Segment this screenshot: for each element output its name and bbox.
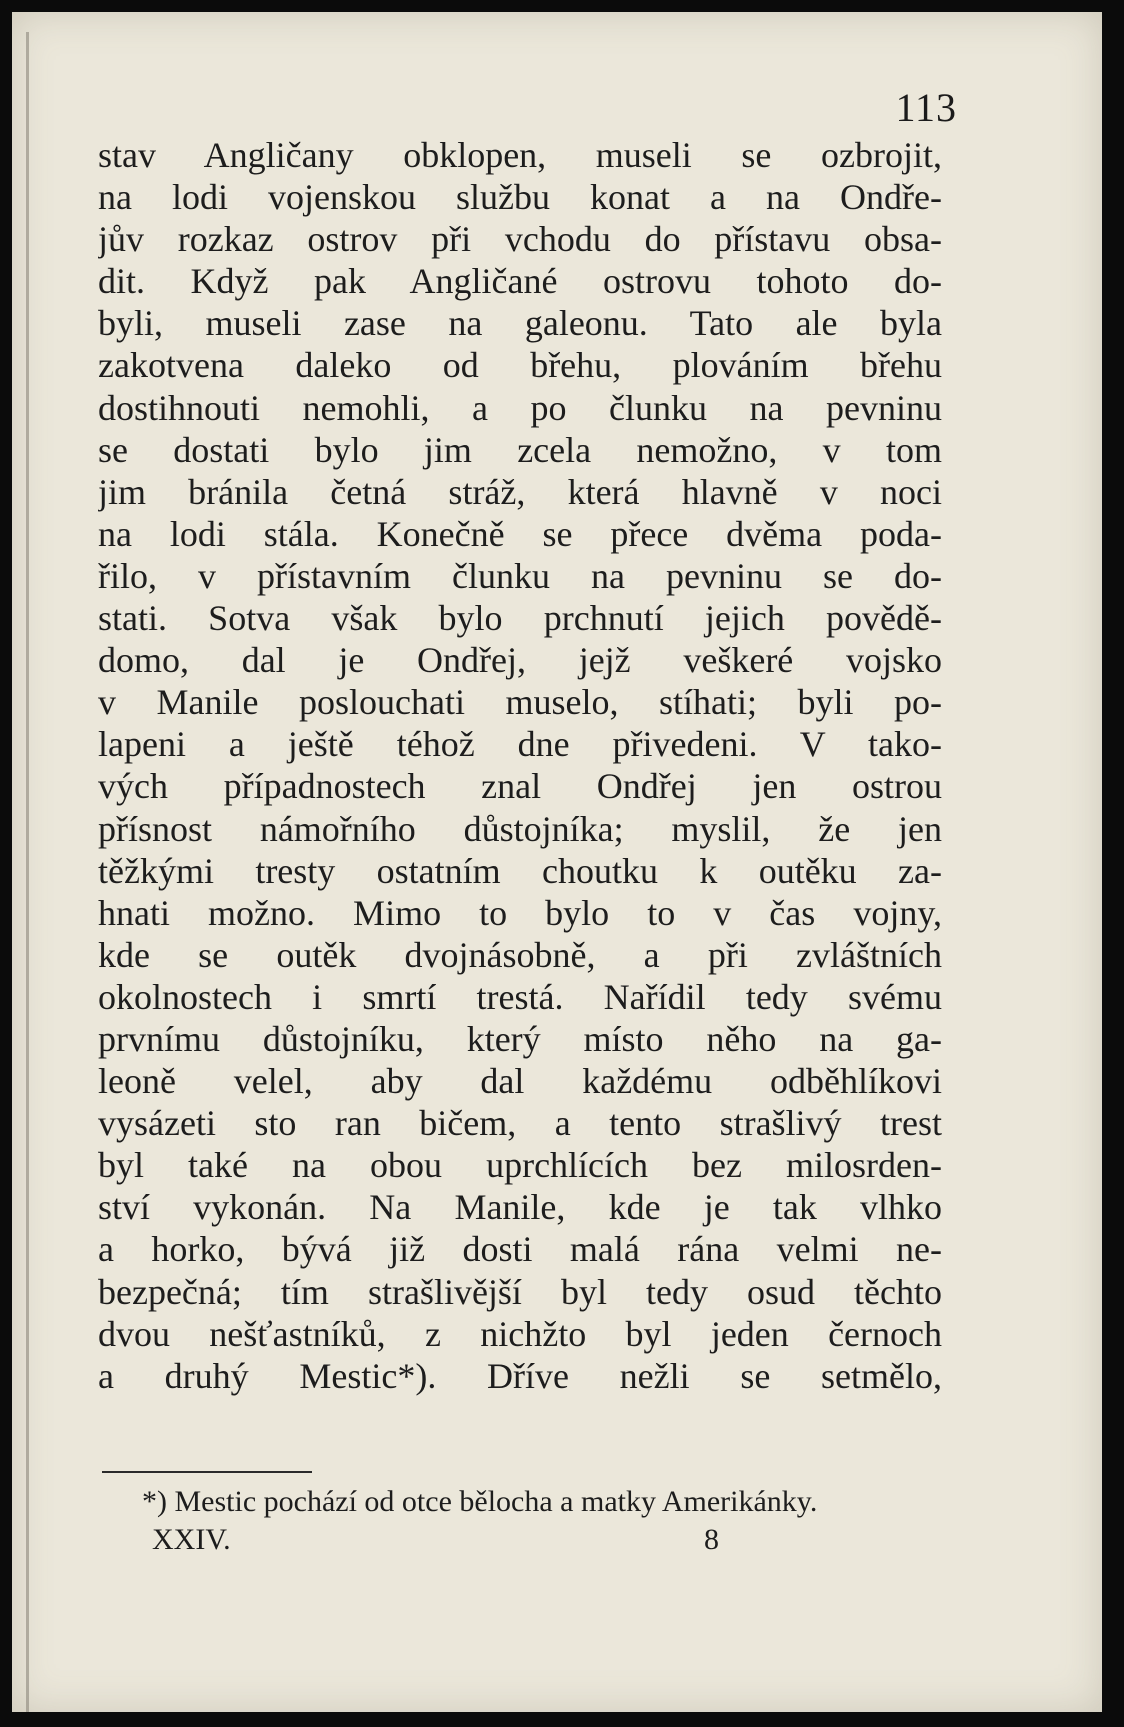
footnote: *) Mestic pochází od otce bělocha a matky Amerikánky.	[142, 1485, 818, 1518]
signature-mark: XXIV.	[152, 1523, 231, 1556]
signature-number: 8	[704, 1523, 719, 1556]
text-line: jim bránila četná stráž, která hlavně v noci	[98, 471, 942, 512]
text-line: se dostati bylo jim zcela nemožno, v tom	[98, 429, 942, 470]
text-line: na lodi vojenskou službu konat a na Ondře-	[98, 177, 942, 218]
text-line: stati. Sotva však bylo prchnutí jejich povědě-	[98, 598, 942, 639]
text-line: přísnost námořního důstojníka; myslil, že jen	[98, 808, 942, 849]
text-line: leoně velel, aby dal každému odběhlíkovi	[98, 1061, 942, 1102]
page-edge-shadow	[26, 32, 29, 1712]
text-line: byl také na obou uprchlících bez milosrden-	[98, 1145, 942, 1186]
text-line: dit. Když pak Angličané ostrovu tohoto do-	[98, 261, 942, 302]
text-line: dostihnouti nemohli, a po člunku na pevninu	[98, 387, 942, 428]
text-line: dvou nešťastníků, z nichžto byl jeden černoch	[98, 1313, 942, 1354]
book-page	[12, 12, 1102, 1712]
text-line: lapeni a ještě téhož dne přivedeni. V tako-	[98, 724, 942, 765]
text-line: zakotvena daleko od břehu, plováním břehu	[98, 345, 942, 386]
text-line: ství vykonán. Na Manile, kde je tak vlhko	[98, 1187, 942, 1228]
text-line: prvnímu důstojníku, který místo něho na ga-	[98, 1018, 942, 1059]
body-text	[98, 134, 942, 1397]
text-line: byli, museli zase na galeonu. Tato ale byla	[98, 303, 942, 344]
text-line: a druhý Mestic*). Dříve nežli se setmělo,	[98, 1355, 942, 1396]
text-line: vých případnostech znal Ondřej jen ostrou	[98, 766, 942, 807]
text-line: domo, dal je Ondřej, jejž veškeré vojsko	[98, 640, 942, 681]
text-line: řilo, v přístavním člunku na pevninu se do-	[98, 555, 942, 596]
text-line: těžkými tresty ostatním choutku k outěku za-	[98, 850, 942, 891]
text-line: okolnostech i smrtí trestá. Nařídil tedy svému	[98, 976, 942, 1017]
text-line: a horko, bývá již dosti malá rána velmi ne-	[98, 1229, 942, 1270]
text-line: jův rozkaz ostrov při vchodu do přístavu obsa-	[98, 219, 942, 260]
text-line: hnati možno. Mimo to bylo to v čas vojny,	[98, 892, 942, 933]
footnote-rule	[102, 1471, 312, 1473]
text-line: stav Angličany obklopen, museli se ozbrojit,	[98, 135, 942, 175]
text-line: bezpečná; tím strašlivější byl tedy osud těchto	[98, 1271, 942, 1312]
text-line: v Manile poslouchati muselo, stíhati; byli po-	[98, 682, 942, 723]
page-number: 113	[895, 85, 957, 130]
text-line: kde se outěk dvojnásobně, a při zvláštních	[98, 934, 942, 975]
text-line: na lodi stála. Konečně se přece dvěma poda-	[98, 513, 942, 554]
text-line: vysázeti sto ran bičem, a tento strašlivý trest	[98, 1103, 942, 1144]
